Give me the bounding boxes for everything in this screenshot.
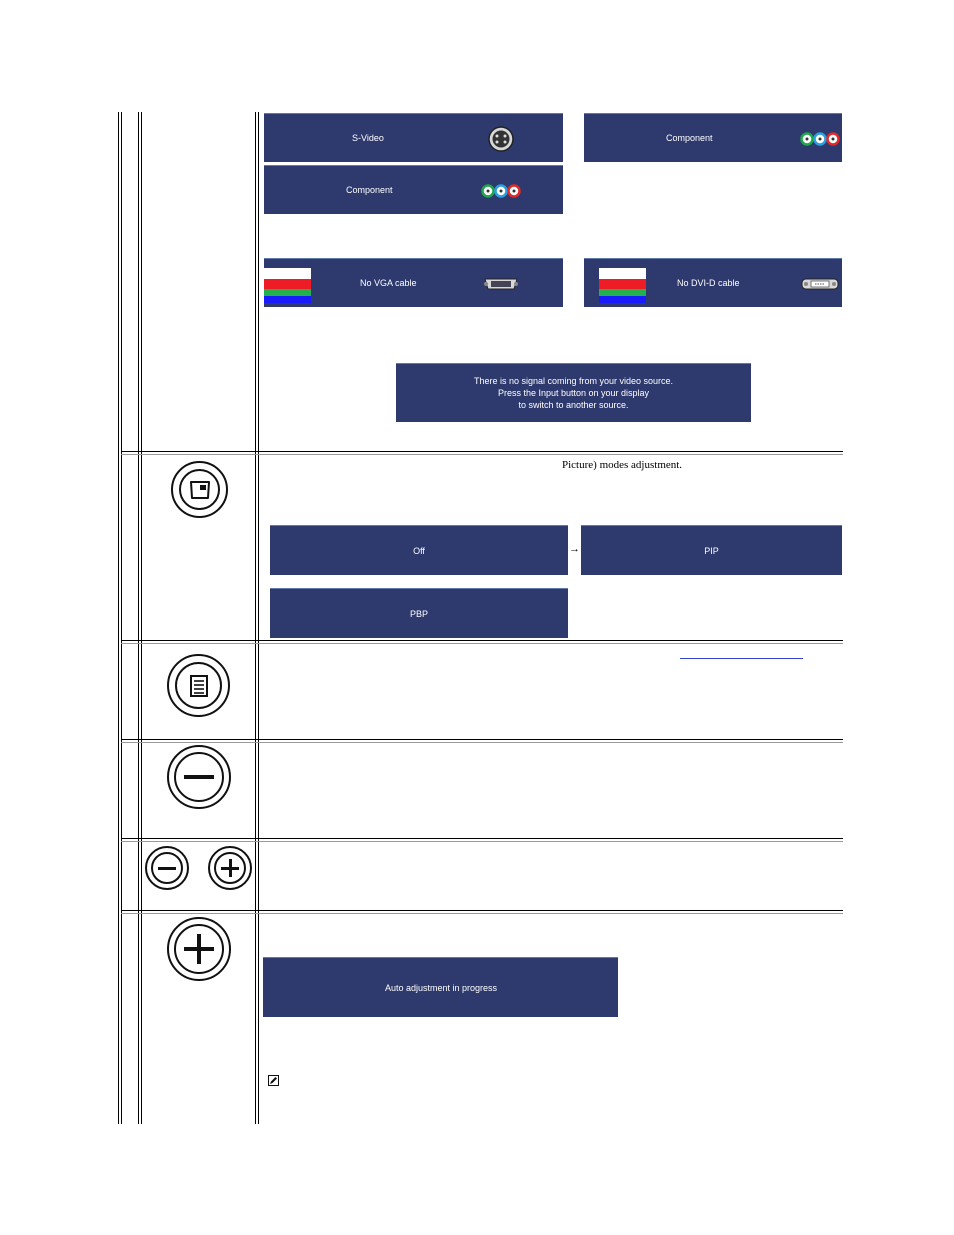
- no-signal-line-3: to switch to another source.: [518, 400, 629, 410]
- table-column-divider-1b: [141, 112, 142, 1124]
- svideo-connector-icon: [488, 126, 514, 152]
- table-column-divider-1: [138, 112, 139, 1124]
- osd-no-dvid-banner: [584, 258, 842, 307]
- osd-pip-on-banner: [581, 525, 842, 575]
- osd-no-vga-banner: [264, 258, 563, 307]
- osd-no-dvid-label: No DVI-D cable: [677, 278, 740, 288]
- row-separator-2: [121, 640, 843, 641]
- osd-component-label-right: Component: [666, 133, 713, 143]
- row-separator-3b: [121, 742, 843, 743]
- minus-button-icon: [145, 846, 189, 890]
- table-left-inner-border: [121, 112, 122, 1124]
- table-column-divider-2: [255, 112, 256, 1124]
- pip-modes-description: Picture) modes adjustment.: [562, 459, 683, 471]
- osd-pip-off-banner: [270, 525, 568, 575]
- row-separator-2b: [121, 643, 843, 644]
- row-separator-4b: [121, 841, 843, 842]
- plus-button-icon: [167, 917, 231, 981]
- table-left-outer-border: [118, 112, 119, 1124]
- no-signal-line-1: There is no signal coming from your video source.: [473, 376, 674, 386]
- pip-button-icon: [171, 461, 228, 518]
- transition-arrow: →: [569, 543, 580, 555]
- vga-connector-icon: [483, 276, 519, 292]
- plus-button-icon: [208, 846, 252, 890]
- osd-menu-link-underline[interactable]: [680, 658, 803, 659]
- osd-pbp-banner: [270, 588, 568, 638]
- menu-button-icon: [167, 654, 230, 717]
- component-rca-connectors-icon: [800, 132, 842, 146]
- osd-pip-off-label: Off: [413, 545, 425, 556]
- osd-auto-adjust-banner: [263, 957, 618, 1017]
- minus-button-icon: [167, 745, 231, 809]
- osd-auto-adjust-label: Auto adjustment in progress: [385, 982, 498, 993]
- osd-no-vga-label: No VGA cable: [360, 278, 417, 288]
- row-separator-1b: [121, 454, 843, 455]
- osd-component-banner-right: [584, 113, 842, 162]
- color-test-flag-icon: [599, 268, 646, 300]
- osd-svideo-banner: [264, 113, 563, 162]
- osd-pbp-label: PBP: [409, 608, 428, 619]
- row-separator-1: [121, 451, 843, 452]
- row-separator-4: [121, 838, 843, 839]
- row-separator-5: [121, 910, 843, 911]
- row-separator-5b: [121, 913, 843, 914]
- component-rca-connectors-icon: [481, 184, 523, 198]
- note-pencil-icon: [268, 1075, 279, 1086]
- no-signal-line-2: Press the Input button on your display: [497, 388, 650, 398]
- osd-component-banner-left: [264, 165, 563, 214]
- osd-component-label-left: Component: [346, 185, 393, 195]
- row-separator-3: [121, 739, 843, 740]
- osd-svideo-label: S-Video: [352, 133, 384, 143]
- table-column-divider-2b: [258, 112, 259, 1124]
- osd-no-signal-banner: [396, 363, 751, 422]
- osd-pip-on-label: PIP: [704, 545, 719, 556]
- dvi-connector-icon: [801, 276, 839, 292]
- color-test-flag-icon: [264, 268, 311, 300]
